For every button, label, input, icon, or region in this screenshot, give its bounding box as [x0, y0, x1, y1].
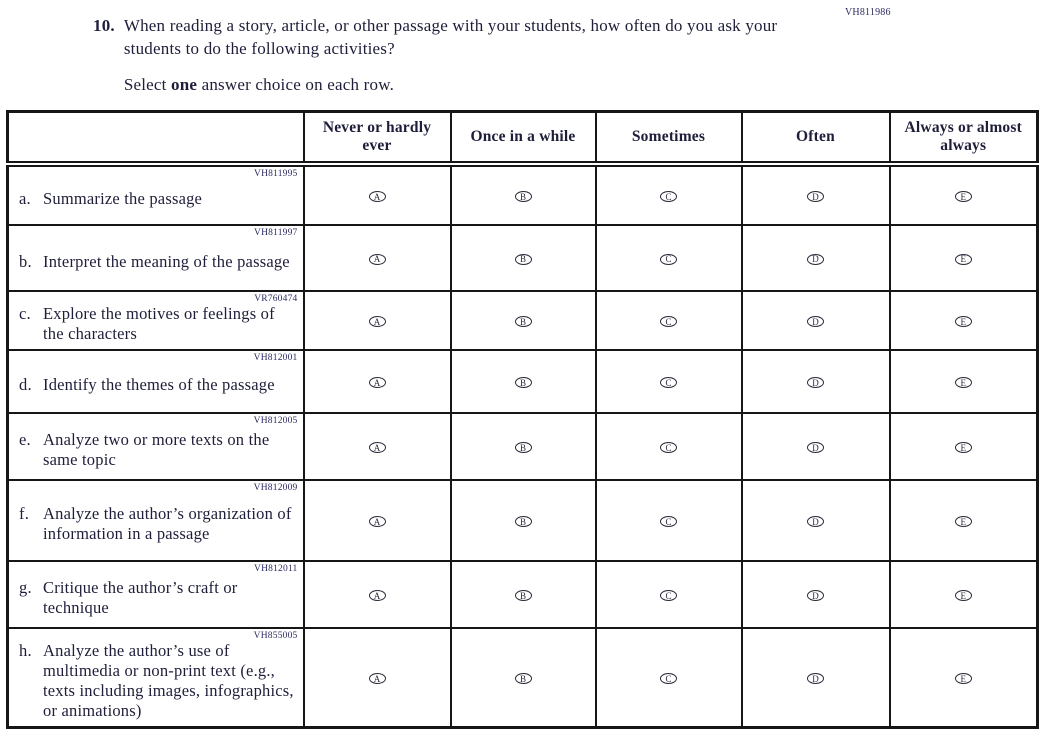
- item-letter: c.: [19, 304, 31, 323]
- answer-cell: [596, 350, 742, 413]
- answer-cell: [890, 291, 1038, 350]
- bubble-once-in-a-while[interactable]: B: [515, 442, 532, 453]
- table-row: [8, 480, 1038, 561]
- bubble-always-or-almost-always[interactable]: E: [955, 254, 972, 265]
- answer-cell: [304, 291, 451, 350]
- answer-cell: [451, 628, 596, 728]
- item-code: VH812009: [253, 483, 298, 493]
- answer-cell: [890, 350, 1038, 413]
- item-text: Summarize the passage: [43, 189, 203, 208]
- answer-cell: [304, 225, 451, 291]
- answer-cell: [890, 413, 1038, 480]
- bubble-always-or-almost-always[interactable]: E: [955, 442, 972, 453]
- activity-label: [19, 430, 297, 470]
- item-letter: a.: [19, 189, 31, 208]
- bubble-never-or-hardly-ever[interactable]: A: [369, 191, 386, 202]
- item-text: Interpret the meaning of the passage: [43, 251, 290, 271]
- bubble-often[interactable]: D: [807, 191, 824, 202]
- bubble-sometimes[interactable]: C: [660, 377, 677, 388]
- header-once-in-a-while: Once in a while: [451, 112, 596, 165]
- item-text: Analyze the author’s organization of information in a passage: [43, 504, 292, 543]
- bubble-always-or-almost-always[interactable]: E: [955, 377, 972, 388]
- bubble-never-or-hardly-ever[interactable]: A: [369, 377, 386, 388]
- bubble-sometimes[interactable]: C: [660, 254, 677, 265]
- bubble-sometimes[interactable]: C: [660, 316, 677, 327]
- activity-label-cell: [8, 561, 304, 628]
- answer-cell: [304, 480, 451, 561]
- item-code: VR760474: [254, 294, 298, 304]
- bubble-sometimes[interactable]: C: [660, 191, 677, 202]
- activity-label-cell: [8, 225, 304, 291]
- answer-cell: [890, 480, 1038, 561]
- answer-cell: [742, 561, 890, 628]
- answer-cell: [742, 628, 890, 728]
- answer-cell: [596, 561, 742, 628]
- activity-label-cell: [8, 164, 304, 225]
- table-row: [8, 164, 1038, 225]
- bubble-once-in-a-while[interactable]: B: [515, 316, 532, 327]
- answer-cell: [742, 350, 890, 413]
- answer-cell: [742, 291, 890, 350]
- answer-cell: [304, 628, 451, 728]
- activity-label-cell: [8, 628, 304, 728]
- question-id-code: VH811986: [845, 7, 891, 18]
- bubble-sometimes[interactable]: C: [660, 590, 677, 601]
- header-always-or-almost-always: Always or almost always: [890, 112, 1038, 165]
- bubble-always-or-almost-always[interactable]: E: [955, 673, 972, 684]
- bubble-once-in-a-while[interactable]: B: [515, 590, 532, 601]
- bubble-never-or-hardly-ever[interactable]: A: [369, 516, 386, 527]
- item-code: VH811995: [254, 169, 298, 179]
- answer-cell: [451, 350, 596, 413]
- bubble-sometimes[interactable]: C: [660, 516, 677, 527]
- header-sometimes: Sometimes: [596, 112, 742, 165]
- answer-cell: [742, 480, 890, 561]
- answer-cell: [596, 413, 742, 480]
- bubble-often[interactable]: D: [807, 442, 824, 453]
- bubble-once-in-a-while[interactable]: B: [515, 254, 532, 265]
- bubble-once-in-a-while[interactable]: B: [515, 377, 532, 388]
- table-row: [8, 291, 1038, 350]
- bubble-once-in-a-while[interactable]: B: [515, 516, 532, 527]
- item-letter: f.: [19, 504, 30, 523]
- table-row: [8, 561, 1038, 628]
- bubble-often[interactable]: D: [807, 673, 824, 684]
- bubble-always-or-almost-always[interactable]: E: [955, 590, 972, 601]
- item-text: Analyze two or more texts on the same topic: [43, 430, 270, 469]
- item-letter: e.: [19, 430, 31, 449]
- instruction-prefix: Select: [123, 75, 172, 94]
- item-code: VH812011: [254, 564, 298, 574]
- answer-cell: [890, 164, 1038, 225]
- answer-cell: [304, 164, 451, 225]
- bubble-often[interactable]: D: [807, 316, 824, 327]
- item-code: VH812005: [253, 416, 298, 426]
- activity-label: [19, 189, 297, 209]
- item-letter: h.: [19, 641, 32, 660]
- answer-cell: [451, 164, 596, 225]
- header-never-or-hardly-ever: Never or hardly ever: [304, 112, 451, 165]
- table-row: [8, 628, 1038, 728]
- bubble-never-or-hardly-ever[interactable]: A: [369, 254, 386, 265]
- answer-cell: [742, 225, 890, 291]
- answer-cell: [451, 561, 596, 628]
- answer-cell: [596, 628, 742, 728]
- header-blank: [8, 112, 304, 165]
- bubble-often[interactable]: D: [807, 254, 824, 265]
- table-row: [8, 413, 1038, 480]
- activity-label: [19, 375, 297, 395]
- activity-label: [19, 504, 297, 544]
- question-instruction: [124, 74, 814, 97]
- item-code: VH855005: [253, 631, 298, 641]
- answer-cell: [890, 225, 1038, 291]
- item-text: Critique the author’s craft or technique: [43, 578, 238, 617]
- bubble-never-or-hardly-ever[interactable]: A: [369, 590, 386, 601]
- answer-cell: [596, 291, 742, 350]
- table-header: [8, 112, 1038, 165]
- bubble-never-or-hardly-ever[interactable]: A: [369, 442, 386, 453]
- activity-label: [19, 304, 297, 344]
- table-row: [8, 225, 1038, 291]
- bubble-often[interactable]: D: [807, 516, 824, 527]
- activity-label-cell: [8, 350, 304, 413]
- answer-cell: [596, 164, 742, 225]
- item-text: Analyze the author’s use of multimedia or non-print text (e.g., texts including images, infographics, or animations): [43, 641, 294, 720]
- activity-label: [19, 578, 297, 618]
- question-text: When reading a story, article, or other passage with your students, how often do you ask your students to do the following activities?: [123, 16, 778, 58]
- item-letter: b.: [19, 251, 32, 271]
- activity-label: [19, 252, 297, 272]
- bubble-once-in-a-while[interactable]: B: [515, 191, 532, 202]
- bubble-sometimes[interactable]: C: [660, 442, 677, 453]
- answer-cell: [742, 413, 890, 480]
- answer-cell: [596, 480, 742, 561]
- answer-cell: [451, 225, 596, 291]
- item-letter: d.: [19, 375, 32, 394]
- activity-label-cell: [8, 291, 304, 350]
- item-letter: g.: [19, 578, 32, 597]
- item-text: Identify the themes of the passage: [43, 375, 275, 394]
- answer-cell: [742, 164, 890, 225]
- bubble-always-or-almost-always[interactable]: E: [955, 516, 972, 527]
- question-block: [93, 15, 833, 97]
- bubble-sometimes[interactable]: C: [660, 673, 677, 684]
- answer-cell: [451, 291, 596, 350]
- question-number: 10.: [93, 16, 115, 35]
- bubble-often[interactable]: D: [807, 590, 824, 601]
- header-often: Often: [742, 112, 890, 165]
- bubble-once-in-a-while[interactable]: B: [515, 673, 532, 684]
- item-text: Explore the motives or feelings of the characters: [43, 304, 275, 343]
- bubble-never-or-hardly-ever[interactable]: A: [369, 673, 386, 684]
- answer-cell: [304, 350, 451, 413]
- answer-cell: [304, 413, 451, 480]
- answer-cell: [304, 561, 451, 628]
- bubble-never-or-hardly-ever[interactable]: A: [369, 316, 386, 327]
- answer-cell: [451, 480, 596, 561]
- instruction-bold: one: [171, 75, 198, 94]
- instruction-suffix: answer choice on each row.: [197, 75, 395, 94]
- frequency-matrix-table: [6, 110, 1039, 729]
- item-code: VH811997: [254, 228, 298, 238]
- activity-label: [19, 641, 297, 721]
- bubble-always-or-almost-always[interactable]: E: [955, 316, 972, 327]
- answer-cell: [890, 628, 1038, 728]
- bubble-often[interactable]: D: [807, 377, 824, 388]
- item-code: VH812001: [253, 353, 298, 363]
- bubble-always-or-almost-always[interactable]: E: [955, 191, 972, 202]
- activity-label-cell: [8, 480, 304, 561]
- activity-label-cell: [8, 413, 304, 480]
- answer-cell: [451, 413, 596, 480]
- answer-cell: [890, 561, 1038, 628]
- answer-cell: [596, 225, 742, 291]
- table-row: [8, 350, 1038, 413]
